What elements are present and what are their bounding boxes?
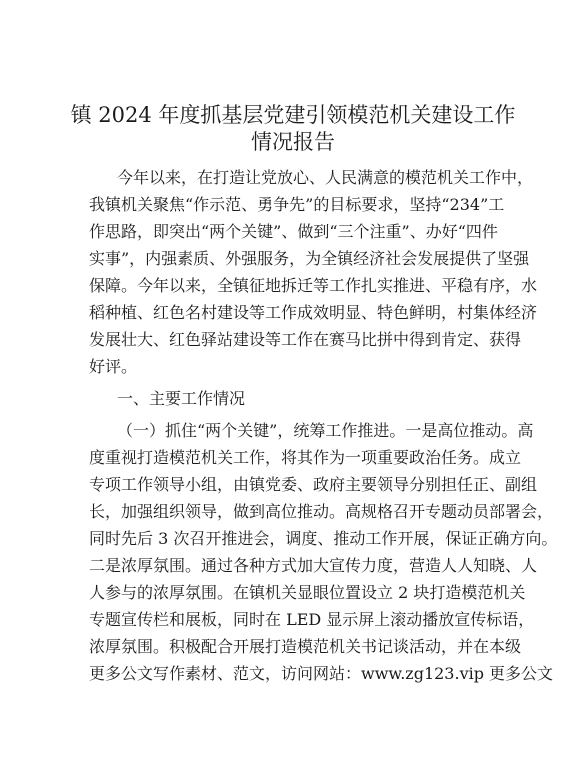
paragraph-line-14: 二是浓厚氛围。通过各种方式加大宣传力度，营造人人知晓、人 [89,556,538,575]
paragraph-line-2: 我镇机关聚焦“作示范、勇争先”的目标要求，坚持“234”工 [89,195,505,214]
paragraph-line-13: 同时先后 3 次召开推进会，调度、推动工作开展，保证正确方向。 [89,529,558,548]
paragraph-line-9: （一）抓住“两个关键”，统筹工作推进。一是高位推动。高 [117,421,534,440]
paragraph-line-17: 浓厚氛围。积极配合开展打造模范机关书记谈活动，并在本级 [89,637,522,656]
document-title-line-1: 镇 2024 年度抓基层党建引领模范机关建设工作 [70,103,516,127]
paragraph-line-1: 今年以来，在打造让党放心、人民满意的模范机关工作中， [117,168,534,187]
paragraph-line-10: 度重视打造模范机关工作，将其作为一项重要政治任务。成立 [89,448,522,467]
paragraph-line-3: 作思路，即突出“两个关键”、做到“三个注重”、办好“四件 [89,222,498,241]
paragraph-line-11: 专项工作领导小组，由镇党委、政府主要领导分别担任正、副组 [89,475,538,494]
section-heading-1: 一、主要工作情况 [117,389,246,408]
paragraph-line-5: 保障。今年以来，全镇征地拆迁等工作扎实推进、平稳有序，水 [89,276,538,295]
document-title-line-2: 情况报告 [251,130,335,154]
paragraph-line-12: 长，加强组织领导，做到高位推动。高规格召开专题动员部署会， [89,502,554,521]
paragraph-line-6: 稻种植、红色名村建设等工作成效明显、特色鲜明，村集体经济 [89,303,538,322]
footer-promo-line: 更多公文写作素材、范文，访问网站：www.zg123.vip 更多公文 [89,664,554,683]
paragraph-line-16: 专题宣传栏和展板，同时在 LED 显示屏上滚动播放宣传标语， [89,610,535,629]
paragraph-line-7: 发展壮大、红色驿站建设等工作在赛马比拼中得到肯定、获得 [89,330,522,349]
paragraph-line-4: 实事”，内强素质、外强服务，为全镇经济社会发展提供了坚强 [89,249,530,268]
paragraph-line-15: 人参与的浓厚氛围。在镇机关显眼位置设立 2 块打造模范机关 [89,583,526,602]
paragraph-line-8: 好评。 [89,357,138,376]
